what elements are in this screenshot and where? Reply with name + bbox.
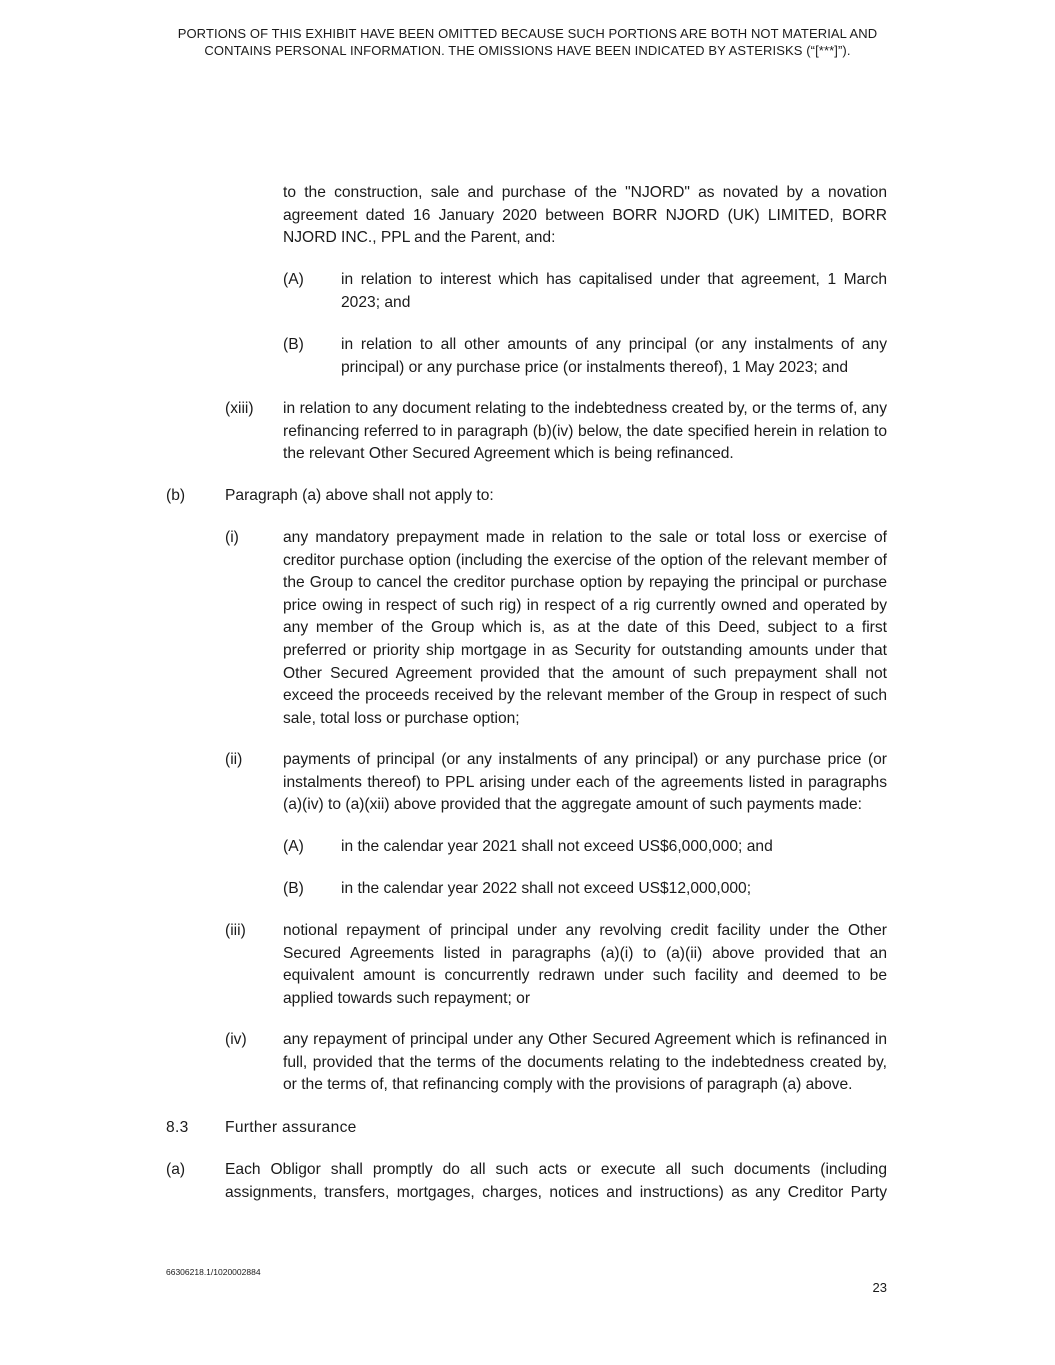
clause-b-iv-text: any repayment of principal under any Other Secured Agreement which is refinanced in full, provided that the terms of the documents relating to the indebtedness created by, or the terms of, that refinancing comply with the provisions of paragraph (a) above. — [283, 1031, 887, 1094]
intro-item-b-text: in relation to all other amounts of any principal (or any instalments of any principal) or any purchase price (or instalments thereof), 1 May 2023; and — [341, 336, 887, 376]
document-reference: 66306218.1/1020002884 — [166, 1267, 261, 1277]
section-number: 8.3 — [166, 1119, 189, 1136]
section-title: Further assurance — [225, 1119, 357, 1136]
intro-item-b-label: (B) — [283, 336, 304, 353]
clause-xiii-label: (xiii) — [225, 400, 254, 417]
clause-ii-item-b-label: (B) — [283, 880, 304, 897]
clause-b-ii-label: (ii) — [225, 751, 243, 768]
notice-line-2: CONTAINS PERSONAL INFORMATION. THE OMISSIONS HAVE BEEN INDICATED BY ASTERISKS (“[***]”). — [204, 43, 851, 58]
clause-b-iii-text: notional repayment of principal under any revolving credit facility under the Other Secured Agreements listed in paragraphs (a)(i) to (a)(ii) above provided that an equivalent amount is concurrently redrawn under such facility and deemed to be applied towards such repayment; or — [283, 922, 887, 1007]
clause-b-iii-label: (iii) — [225, 922, 246, 939]
intro-item-a-label: (A) — [283, 271, 304, 288]
intro-item-a-text: in relation to interest which has capitalised under that agreement, 1 March 2023; and — [341, 271, 887, 311]
clause-ii-item-b-text: in the calendar year 2022 shall not exceed US$12,000,000; — [341, 880, 752, 897]
clause-ii-item-a-text: in the calendar year 2021 shall not exceed US$6,000,000; and — [341, 838, 773, 855]
clause-xiii-text: in relation to any document relating to the indebtedness created by, or the terms of, any refinancing referred to in paragraph (b)(iv) below, the date specified herein in relation to the relevant Other Secured Agreement which is being refinanced. — [283, 400, 887, 463]
omission-notice — [130, 25, 925, 59]
para-b-text: Paragraph (a) above shall not apply to: — [225, 487, 494, 504]
intro-paragraph: to the construction, sale and purchase of the "NJORD" as novated by a novation agreement dated 16 January 2020 between BORR NJORD (UK) LIMITED, BORR NJORD INC., PPL and the Parent, and: — [283, 184, 887, 247]
para-b-label: (b) — [166, 487, 186, 504]
clause-b-ii-text: payments of principal (or any instalments of any principal) or any purchase price (or instalments thereof) to PPL arising under each of the agreements listed in paragraphs (a)(iv) to (a)(xii) above provided that the aggregate amount of such payments made: — [283, 751, 887, 814]
clause-b-i-text: any mandatory prepayment made in relation to the sale or total loss or exercise of creditor purchase option (including the exercise of the option of the relevant member of the Group to cancel the creditor purchase option by repaying the principal or purchase price owing in respect of such rig) in respect of a rig currently owned and operated by any member of the Group which is, as at the date of this Deed, subject to a first preferred or priority ship mortgage in as Security for outstanding amounts under that Other Secured Agreement provided that the amount of such prepayment shall not exceed the proceeds received by the relevant member of the Group in respect of such sale, total loss or purchase option; — [283, 529, 887, 727]
para-a-text: Each Obligor shall promptly do all such acts or execute all such documents (including assignments, transfers, mortgages, charges, notices and instructions) as any Creditor Party — [225, 1161, 887, 1201]
clause-b-i-label: (i) — [225, 529, 239, 546]
clause-b-iv-label: (iv) — [225, 1031, 247, 1048]
clause-ii-item-a-label: (A) — [283, 838, 304, 855]
page-number: 23 — [872, 1280, 887, 1295]
notice-line-1: PORTIONS OF THIS EXHIBIT HAVE BEEN OMITTED BECAUSE SUCH PORTIONS ARE BOTH NOT MATERIAL AND — [177, 26, 878, 41]
para-a-label: (a) — [166, 1161, 186, 1178]
